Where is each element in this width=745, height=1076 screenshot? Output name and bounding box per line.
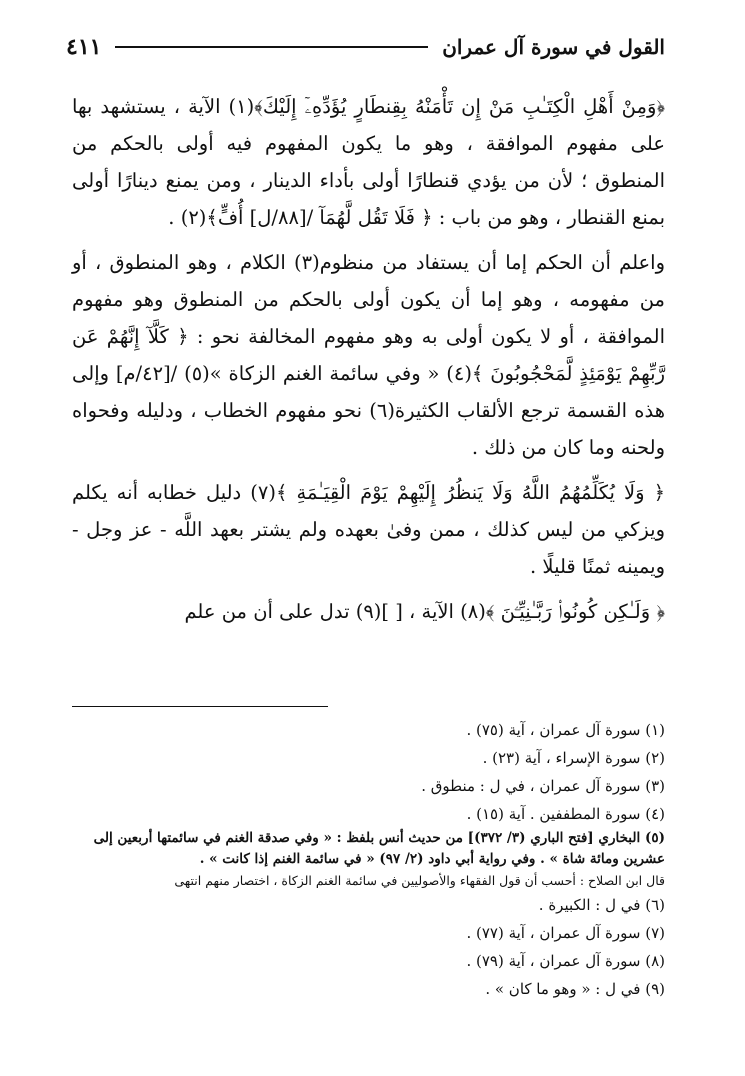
paragraph: ﴿ وَلَـٰكِن كُونُوا۟ رَبَّـٰنِيِّـۧنَ ﴾(٨) الآية ، [ ](٩) تدل على أن من علم bbox=[184, 600, 665, 623]
main-text bbox=[72, 88, 665, 638]
paragraph: ﴿ وَلَا يُكَلِّمُهُمُ اللَّهُ وَلَا يَنظُرُ إِلَيْهِمْ يَوْمَ الْقِيَـٰمَةِ ﴾(٧) دليل خطابه أنه يكلم ويزكي من ليس كذلك ، ممن وفىٰ بعهده ولم يشتر بعهد اللَّه - عز وجل - ويمينه ثمنًا قليلًا . bbox=[72, 481, 665, 578]
footnote-divider bbox=[72, 706, 328, 707]
footnote: (٤) سورة المطففين . آية (١٥) . bbox=[466, 805, 665, 823]
paragraph: واعلم أن الحكم إما أن يستفاد من منظوم(٣) الكلام ، وهو المنطوق ، أو من مفهومه ، وهو إما أن يكون أولى بالحكم من المنطوق وهو مفهوم الموافقة ، أو لا يكون أولى به وهو مفهوم المخالفة نحو : ﴿ كَلَّآ إِنَّهُمْ عَن رَّبِّهِمْ يَوْمَئِذٍ لَّمَحْجُوبُونَ ﴾(٤) « وفي سائمة الغنم الزكاة »(٥) /[٤٢/م] وإلى هذه القسمة ترجع الألقاب الكثيرة(٦) نحو مفهوم الخطاب ، ودليله وفحواه ولحنه وما كان من ذلك . bbox=[72, 251, 666, 459]
running-header bbox=[66, 30, 665, 64]
header-rule bbox=[115, 46, 428, 48]
page-number: ٤١١ bbox=[66, 34, 102, 60]
footnote: (٥) البخاري [فتح الباري (٣/ ٣٧٢)] من حديث أنس بلفظ : « وفي صدقة الغنم في سائمتها أربعين إلى عشرين ومائة شاة » . وفي رواية أبي داود (٢/ ٩٧) « في سائمة الغنم إذا كانت » . bbox=[93, 830, 665, 867]
footnote: (٩) في ل : « وهو ما كان » . bbox=[485, 980, 665, 998]
chapter-title: القول في سورة آل عمران bbox=[442, 35, 665, 59]
paragraph: ﴿وَمِنْ أَهْلِ الْكِتَـٰبِ مَنْ إِن تَأْمَنْهُ بِقِنطَارٍ يُؤَدِّهِۦٓ إِلَيْكَ﴾(١) الآية ، يستشهد بها على مفهوم الموافقة ، وهو ما يكون المفهوم فيه أولى بالحكم من المنطوق ؛ لأن من يؤدي قنطارًا أولى بأداء الدينار ، ومن يمنع دينارًا أولى بمنع القنطار ، وهو من باب : ﴿ فَلَا تَقُل لَّهُمَآ /[٨٨/ل] أُفٍّ﴾(٢) . bbox=[72, 95, 665, 229]
footnotes bbox=[72, 716, 665, 1003]
footnote-continuation: قال ابن الصلاح : أحسب أن قول الفقهاء والأصوليين في سائمة الغنم الزكاة ، اختصار منهم انتهى bbox=[174, 873, 665, 888]
footnote: (٣) سورة آل عمران ، في ل : منطوق . bbox=[421, 777, 665, 795]
footnote: (٧) سورة آل عمران ، آية (٧٧) . bbox=[466, 924, 665, 942]
footnote: (١) سورة آل عمران ، آية (٧٥) . bbox=[466, 721, 665, 739]
footnote: (٨) سورة آل عمران ، آية (٧٩) . bbox=[466, 952, 665, 970]
footnote: (٦) في ل : الكبيرة . bbox=[538, 896, 665, 914]
footnote: (٢) سورة الإسراء ، آية (٢٣) . bbox=[482, 749, 665, 767]
